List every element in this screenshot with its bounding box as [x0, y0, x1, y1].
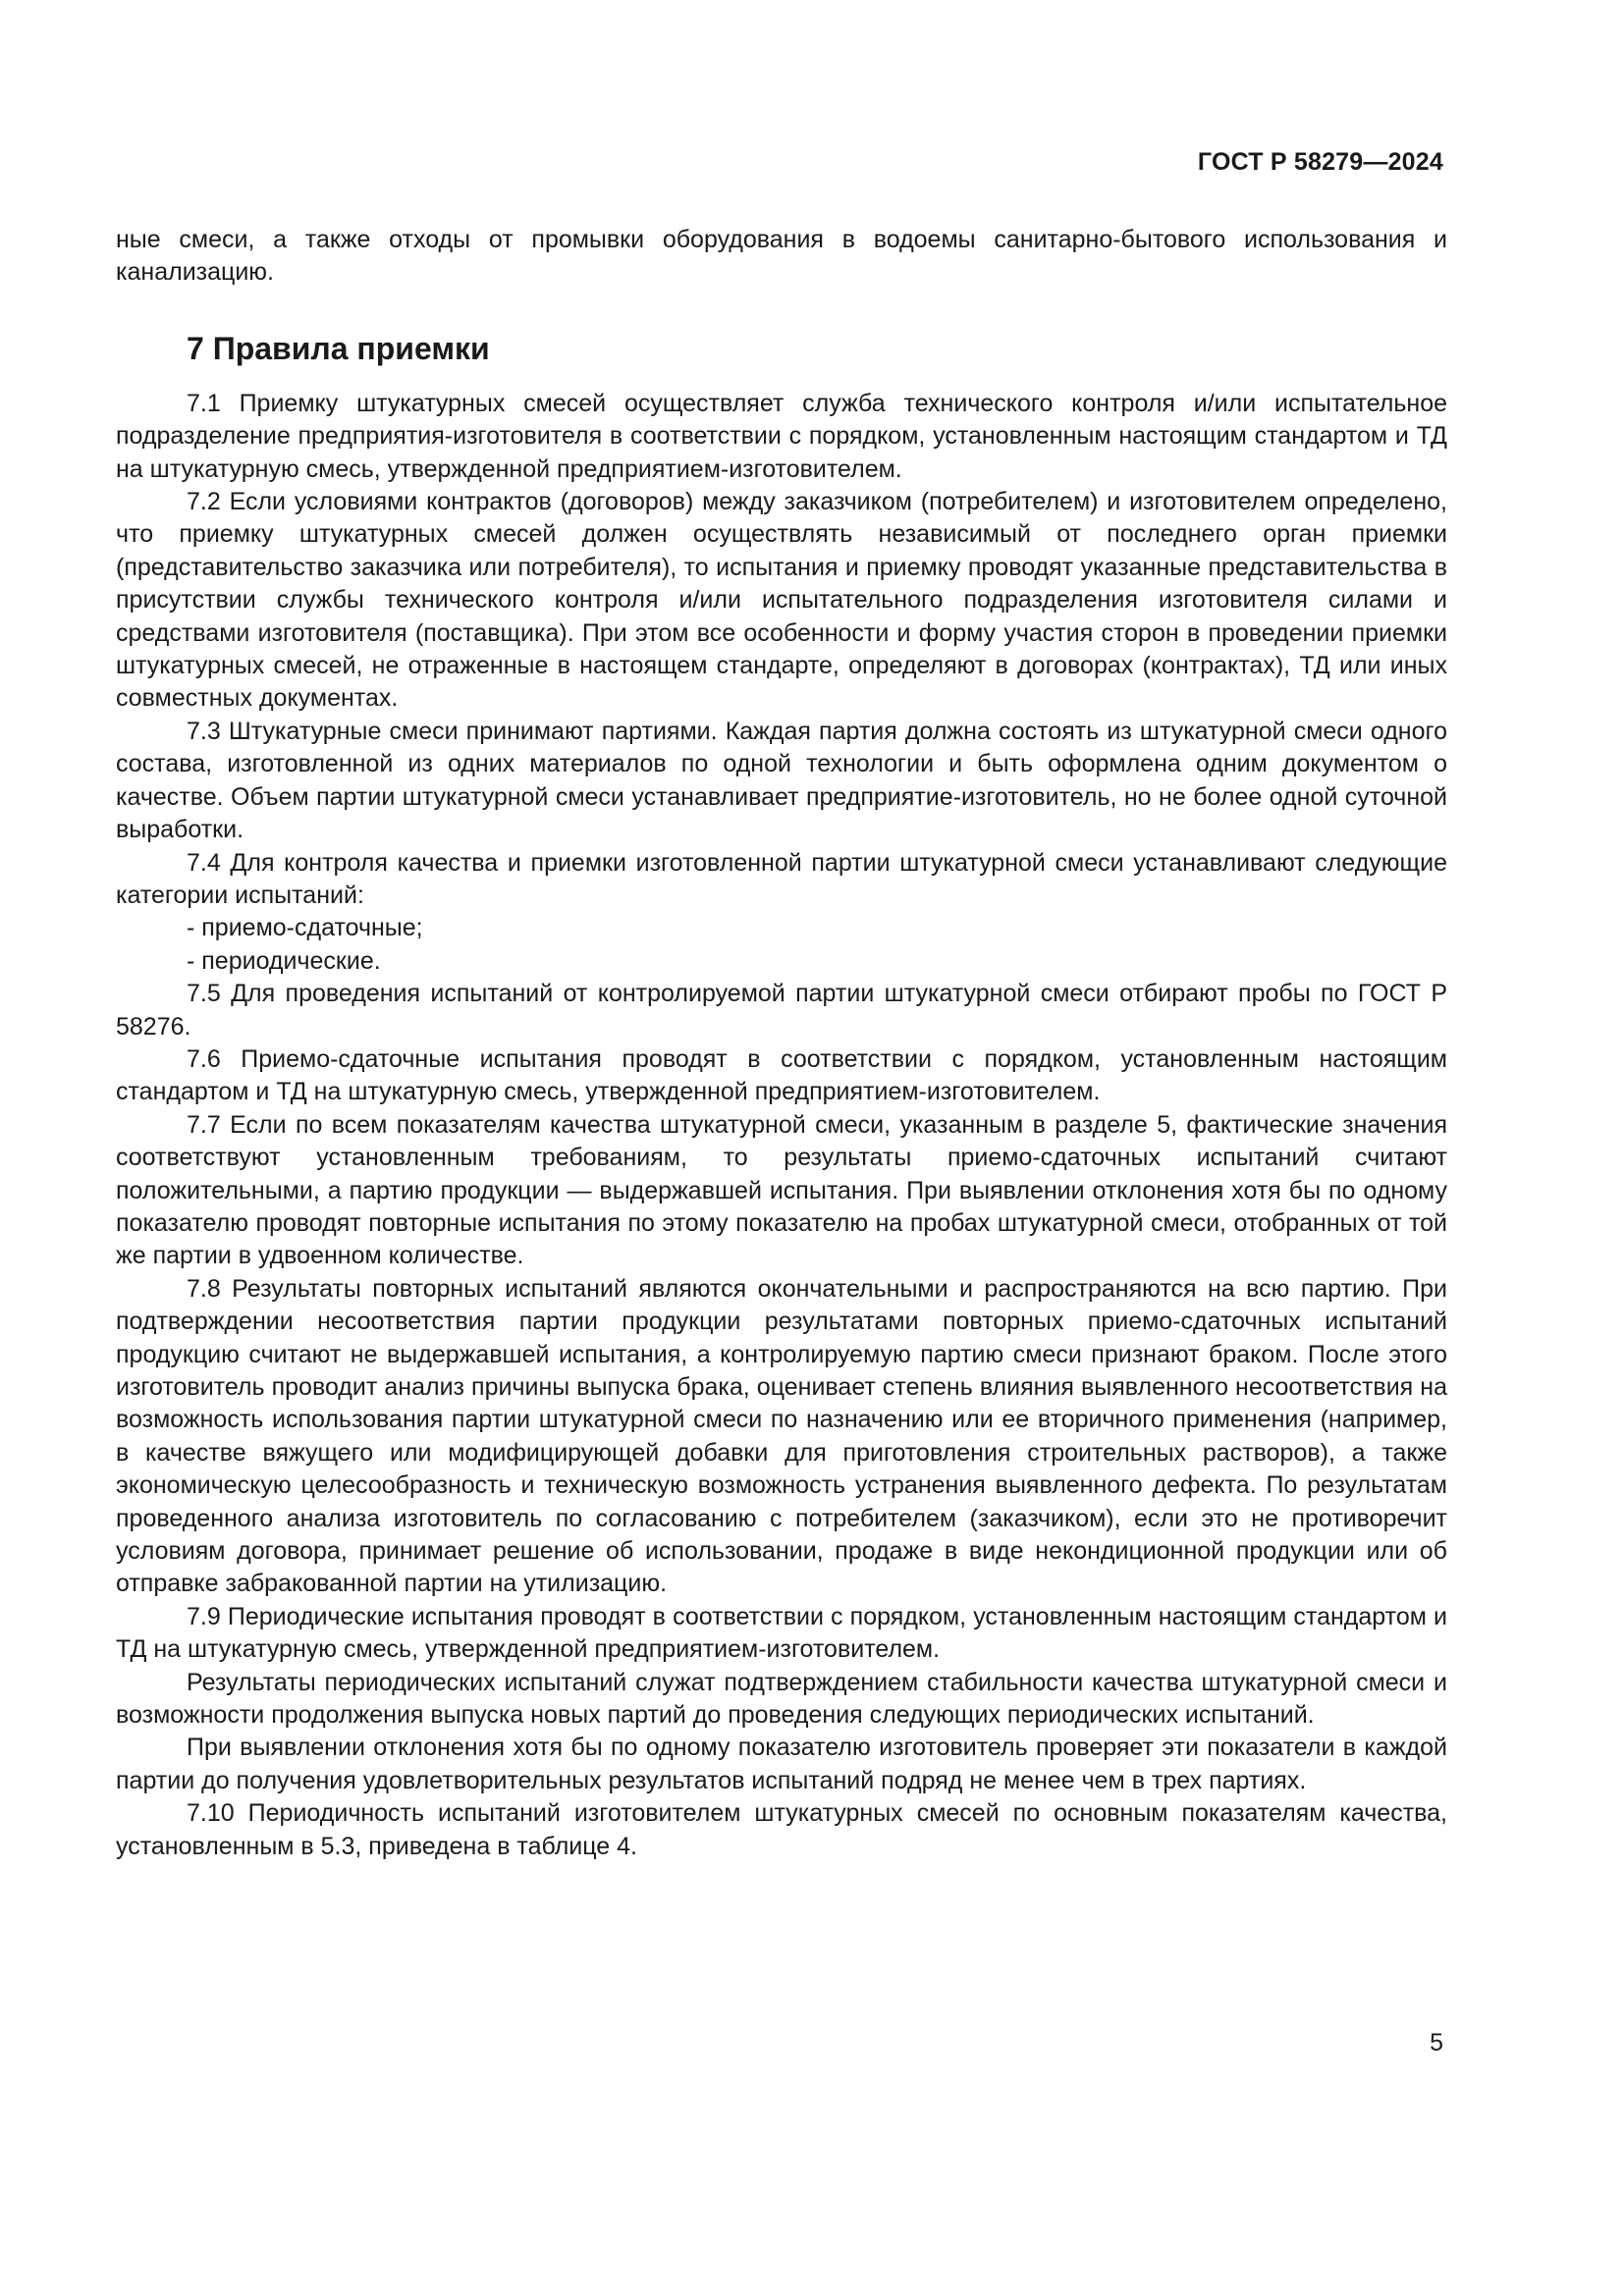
- page-number: 5: [1430, 2029, 1443, 2056]
- paragraph-7-2: 7.2 Если условиями контрактов (договоров) между заказчиком (потребителем) и изготовителем определено, что приемку штукатурных смесей должен осуществлять независимый от последнего орган приемки (представительство заказчика или потребителя), то испытания и приемку проводят указанные представительства в присутствии службы технического контроля и/или испытательного подразделения изготовителя силами и средствами изготовителя (поставщика). При этом все особенности и форму участия сторон в проведении приемки штукатурных смесей, не отраженные в настоящем стандарте, определяют в договорах (контрактах), ТД или иных совместных документах.: [116, 488, 1447, 713]
- paragraph-7-5: 7.5 Для проведения испытаний от контролируемой партии штукатурной смеси отбирают пробы по ГОСТ Р 58276.: [116, 980, 1447, 1041]
- paragraph-7-9: 7.9 Периодические испытания проводят в соответствии с порядком, установленным настоящим стандартом и ТД на штукатурную смесь, утвержденной предприятием-изготовителем.: [116, 1602, 1447, 1664]
- paragraph-7-4: 7.4 Для контроля качества и приемки изготовленной партии штукатурной смеси устанавливают следующие категории испытаний:: [116, 848, 1447, 909]
- intro-paragraph: ные смеси, а также отходы от промывки оборудования в водоемы санитарно-бытового использования и канализацию.: [116, 226, 1447, 287]
- paragraph-7-3: 7.3 Штукатурные смеси принимают партиями. Каждая партия должна состоять из штукатурной смеси одного состава, изготовленной из одних материалов по одной технологии и быть оформлена одним документом о качестве. Объем партии штукатурной смеси устанавливает предприятие-изготовитель, но не более одной суточной выработки.: [116, 717, 1447, 844]
- paragraph-7-9-deviation: При выявлении отклонения хотя бы по одному показателю изготовитель проверяет эти показатели в каждой партии до получения удовлетворительных результатов испытаний подряд не менее чем в трех партиях.: [116, 1734, 1447, 1794]
- paragraph-7-9-results: Результаты периодических испытаний служат подтверждением стабильности качества штукатурной смеси и возможности продолжения выпуска новых партий до проведения следующих периодических испытаний.: [116, 1668, 1447, 1730]
- section-title: 7 Правила приемки: [187, 330, 490, 366]
- paragraph-7-8: 7.8 Результаты повторных испытаний являются окончательными и распространяются на всю партию. При подтверждении несоответствия партии продукции результатами повторных приемо-сдаточных испытаний продукцию считают не выдержавшей испытания, а контролируемую партию смеси признают браком. После этого изготовитель проводит анализ причины выпуска брака, оценивает степень влияния выявленного несоответствия на возможность использования партии штукатурной смеси по назначению или ее вторичного применения (например, в качестве вяжущего или модифицирующей добавки для приготовления строительных растворов), а также экономическую целесообразность и техническую возможность устранения выявленного дефекта. По результатам проведенного анализа изготовитель по согласованию с потребителем (заказчиком), если это не противоречит условиям договора, принимает решение об использовании, продаже в виде некондиционной продукции или об отправке забракованной партии на утилизацию.: [116, 1274, 1447, 1598]
- paragraph-7-7: 7.7 Если по всем показателям качества штукатурной смеси, указанным в разделе 5, фактические значения соответствуют установленным требованиям, то результаты приемо-сдаточных испытаний считают положительными, а партию продукции — выдержавшей испытания. При выявлении отклонения хотя бы по одному показателю проводят повторные испытания по этому показателю на пробах штукатурной смеси, отобранных от той же партии в удвоенном количестве.: [116, 1110, 1447, 1270]
- document-code-header: ГОСТ Р 58279—2024: [1197, 148, 1443, 176]
- paragraph-7-1: 7.1 Приемку штукатурных смесей осуществляет служба технического контроля и/или испытательное подразделение предприятия-изготовителя в соответствии с порядком, установленным настоящим стандартом и ТД на штукатурную смесь, утвержденной предприятием-изготовителем.: [116, 389, 1447, 483]
- list-item: - приемо-сдаточные;: [187, 914, 423, 942]
- paragraph-7-6: 7.6 Приемо-сдаточные испытания проводят в соответствии с порядком, установленным настоящим стандартом и ТД на штукатурную смесь, утвержденной предприятием-изготовителем.: [116, 1044, 1447, 1106]
- document-body: [116, 224, 1447, 1863]
- paragraph-7-10: 7.10 Периодичность испытаний изготовителем штукатурных смесей по основным показателям качества, установленным в 5.3, приведена в таблице 4.: [116, 1799, 1447, 1860]
- list-item: - периодические.: [187, 946, 381, 975]
